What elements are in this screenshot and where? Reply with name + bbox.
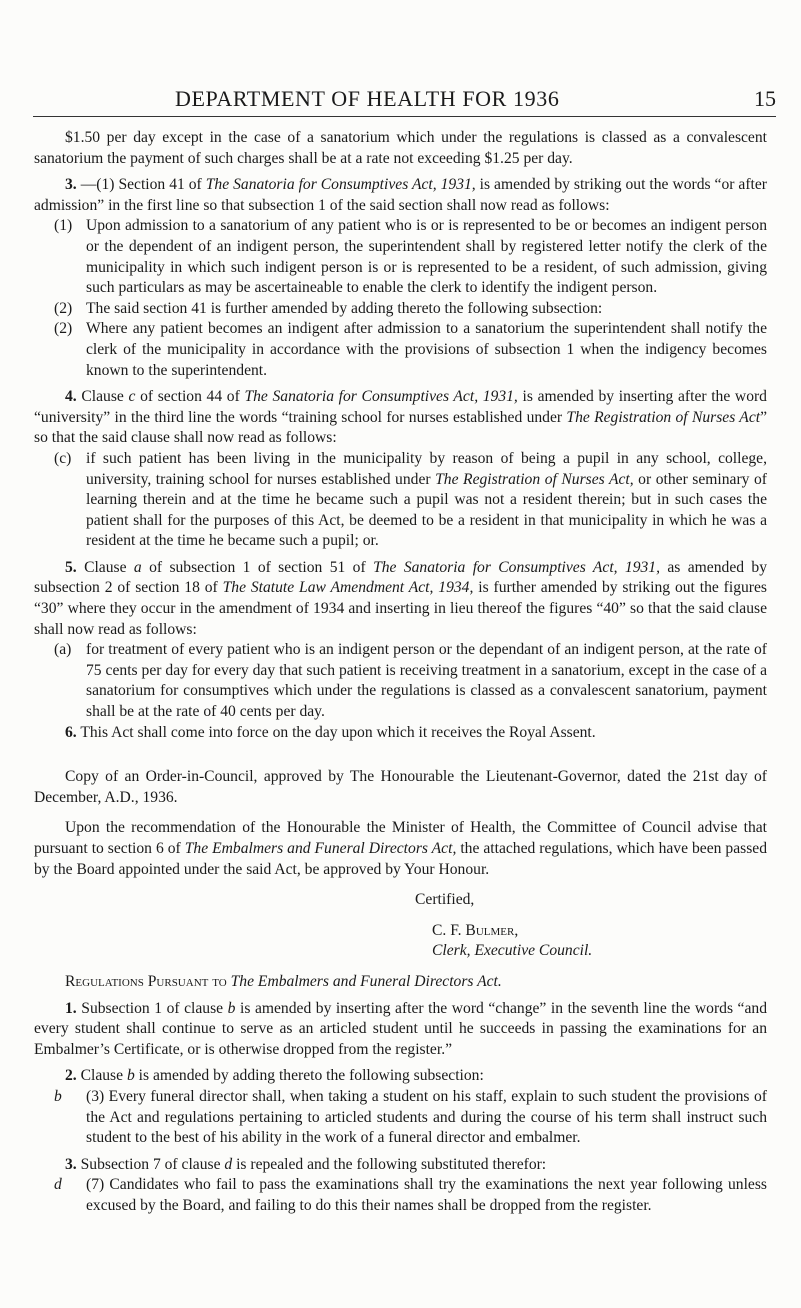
- regulation-2-subsection: b (3) Every funeral director shall, when taking a student on his staff, explain to such student the provisions of the Act and regulations pertaining to articled students and during the course of his term shall instruct such student to the best of his ability in the work of a funeral director and embalmer.: [54, 1087, 767, 1147]
- subsection-3-2-amend: (2) The said section 41 is further amended by adding thereto the following subsection:: [54, 299, 603, 317]
- paragraph-continuation: $1.50 per day except in the case of a sanatorium which under the regulations is classed as a convalescent sanatorium the payment of such charges shall be at a rate not exceeding $1.25 per day.: [34, 129, 767, 167]
- recommendation: Upon the recommendation of the Honourable the Minister of Health, the Committee of Council advise that pursuant to section 6 of The Embalmers and Funeral Directors Act, the attached regulations, which have been passed by the Board appointed under the said Act, be approved by Your Honour.: [34, 819, 768, 878]
- header-rule: [33, 116, 776, 117]
- clause-5-a: (a) for treatment of every patient who is an indigent person or the dependant of an indigent person, at the rate of 75 cents per day for every day that such patient is receiving treatment in a sanatorium, except in the case of a sanatorium for consumptives which under the regulations is classed as a convalescent sanatorium, payment shall be at the rate of 40 cents per day.: [54, 641, 767, 721]
- signatory-title: Clerk, Executive Council.: [432, 942, 593, 960]
- regulation-3-subsection: d (7) Candidates who fail to pass the examinations shall try the examinations the next year following unless excused by the Board, and failing to do this their names shall be dropped from the register.: [54, 1176, 767, 1214]
- regulation-1: 1. Subsection 1 of clause b is amended by inserting after the word “change” in the seventh line the words “and every student shall continue to serve as an articled student until he succeeds in passing the examinations for an Embalmer’s Certificate, or is otherwise dropped from the register.”: [34, 999, 767, 1058]
- certified-label: Certified,: [415, 891, 475, 909]
- signatory-name: C. F. Bulmer,: [432, 921, 519, 939]
- page-number: 15: [754, 86, 776, 111]
- subsection-3-2: (2) Where any patient becomes an indigent after admission to a sanatorium the superintendent shall notify the clerk of the municipality in accordance with the provisions of subsection 1 when the indigency becomes known to the superintendent.: [54, 320, 767, 379]
- section-3: 3. —(1) Section 41 of The Sanatoria for Consumptives Act, 1931, is amended by striking out the words “or after admission” in the first line so that subsection 1 of the said section shall now read as follows:: [34, 176, 767, 214]
- regulations-heading: Regulations Pursuant to The Embalmers and Funeral Directors Act.: [65, 972, 502, 990]
- subsection-3-1: (1) Upon admission to a sanatorium of any patient who is or is represented to be or becomes an indigent person or the dependent of an indigent person, the superintendent shall by registered letter notify the clerk of the municipality in which such indigent person is or is represented to be a resident, of such admission, giving such particulars as may be ascertaineable to enable the clerk to identify the indigent person.: [54, 217, 767, 297]
- clause-4-c: (c) if such patient has been living in the municipality by reason of being a pupil in any school, college, university, training school for nurses established under The Registration of Nurses Act, or other seminary of learning therein and at the time he became such a pupil was not a resident therein; but in such cases the patient shall for the purposes of this Act, be deemed to be a resident in that municipality in which he was a resident at the time he became such a pupil; or.: [54, 449, 768, 550]
- section-5: 5. Clause a of subsection 1 of section 51 of The Sanatoria for Consumptives Act, 1931, as amended by subsection 2 of section 18 of The Statute Law Amendment Act, 1934, is further amended by striking out the figures “30” where they occur in the amendment of 1934 and inserting in lieu thereof the figures “40” so that the said clause shall now read as follows:: [34, 558, 768, 638]
- section-4: 4. Clause c of section 44 of The Sanatoria for Consumptives Act, 1931, is amended by inserting after the word “university” in the third line the words “training school for nurses established under The Registration of Nurses Act” so that the said clause shall now read as follows:: [34, 388, 767, 447]
- body-text: [34, 128, 767, 1217]
- regulation-3: 3. Subsection 7 of clause d is repealed and the following substituted therefor:: [65, 1155, 547, 1173]
- section-6: 6. This Act shall come into force on the day upon which it receives the Royal Assent.: [65, 723, 596, 741]
- regulation-2: 2. Clause b is amended by adding thereto the following subsection:: [65, 1067, 484, 1085]
- page-header: [0, 86, 801, 116]
- order-in-council-copy: Copy of an Order-in-Council, approved by The Honourable the Lieutenant-Governor, dated the 21st day of December, A.D., 1936.: [34, 768, 767, 806]
- running-title: DEPARTMENT OF HEALTH FOR 1936: [175, 86, 560, 111]
